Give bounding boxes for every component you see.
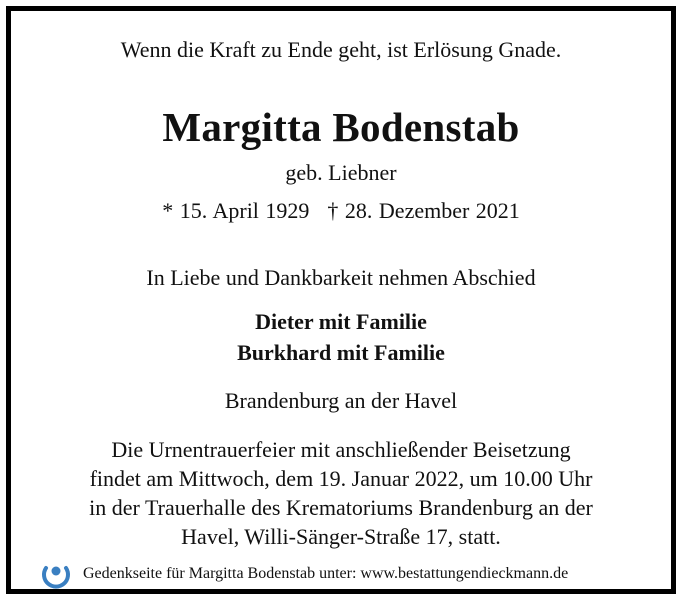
memorial-page-footer <box>41 559 568 589</box>
obituary-notice <box>6 6 676 594</box>
deceased-name: Margitta Bodenstab <box>162 104 520 150</box>
death-date: † 28. Dezember 2021 <box>327 198 520 223</box>
ceremony-line: Havel, Willi-Sänger-Straße 17, statt. <box>181 524 501 549</box>
ceremony-details <box>11 435 671 551</box>
place-text: Brandenburg an der Havel <box>224 388 458 413</box>
memorial-page-link[interactable]: Gedenkseite für Margitta Bodenstab unter: www.bestattungendieckmann.de <box>83 565 569 582</box>
motto-text: Wenn die Kraft zu Ende geht, ist Erlösung Gnade. <box>120 37 562 62</box>
ceremony-line: Die Urnentrauerfeier mit anschließender Beisetzung <box>111 437 571 462</box>
maiden-name: geb. Liebner <box>285 160 397 185</box>
funeral-home-logo-icon <box>41 559 71 589</box>
birth-date: * 15. April 1929 <box>162 198 310 223</box>
ceremony-line: findet am Mittwoch, dem 19. Januar 2022, um 10.00 Uhr <box>89 466 593 491</box>
farewell-text: In Liebe und Dankbarkeit nehmen Abschied <box>146 265 536 290</box>
life-dates <box>11 198 671 224</box>
ceremony-line: in der Trauerhalle des Krematoriums Brandenburg an der <box>89 495 593 520</box>
mourner-name: Burkhard mit Familie <box>237 340 445 365</box>
mourner-name: Dieter mit Familie <box>255 309 427 334</box>
